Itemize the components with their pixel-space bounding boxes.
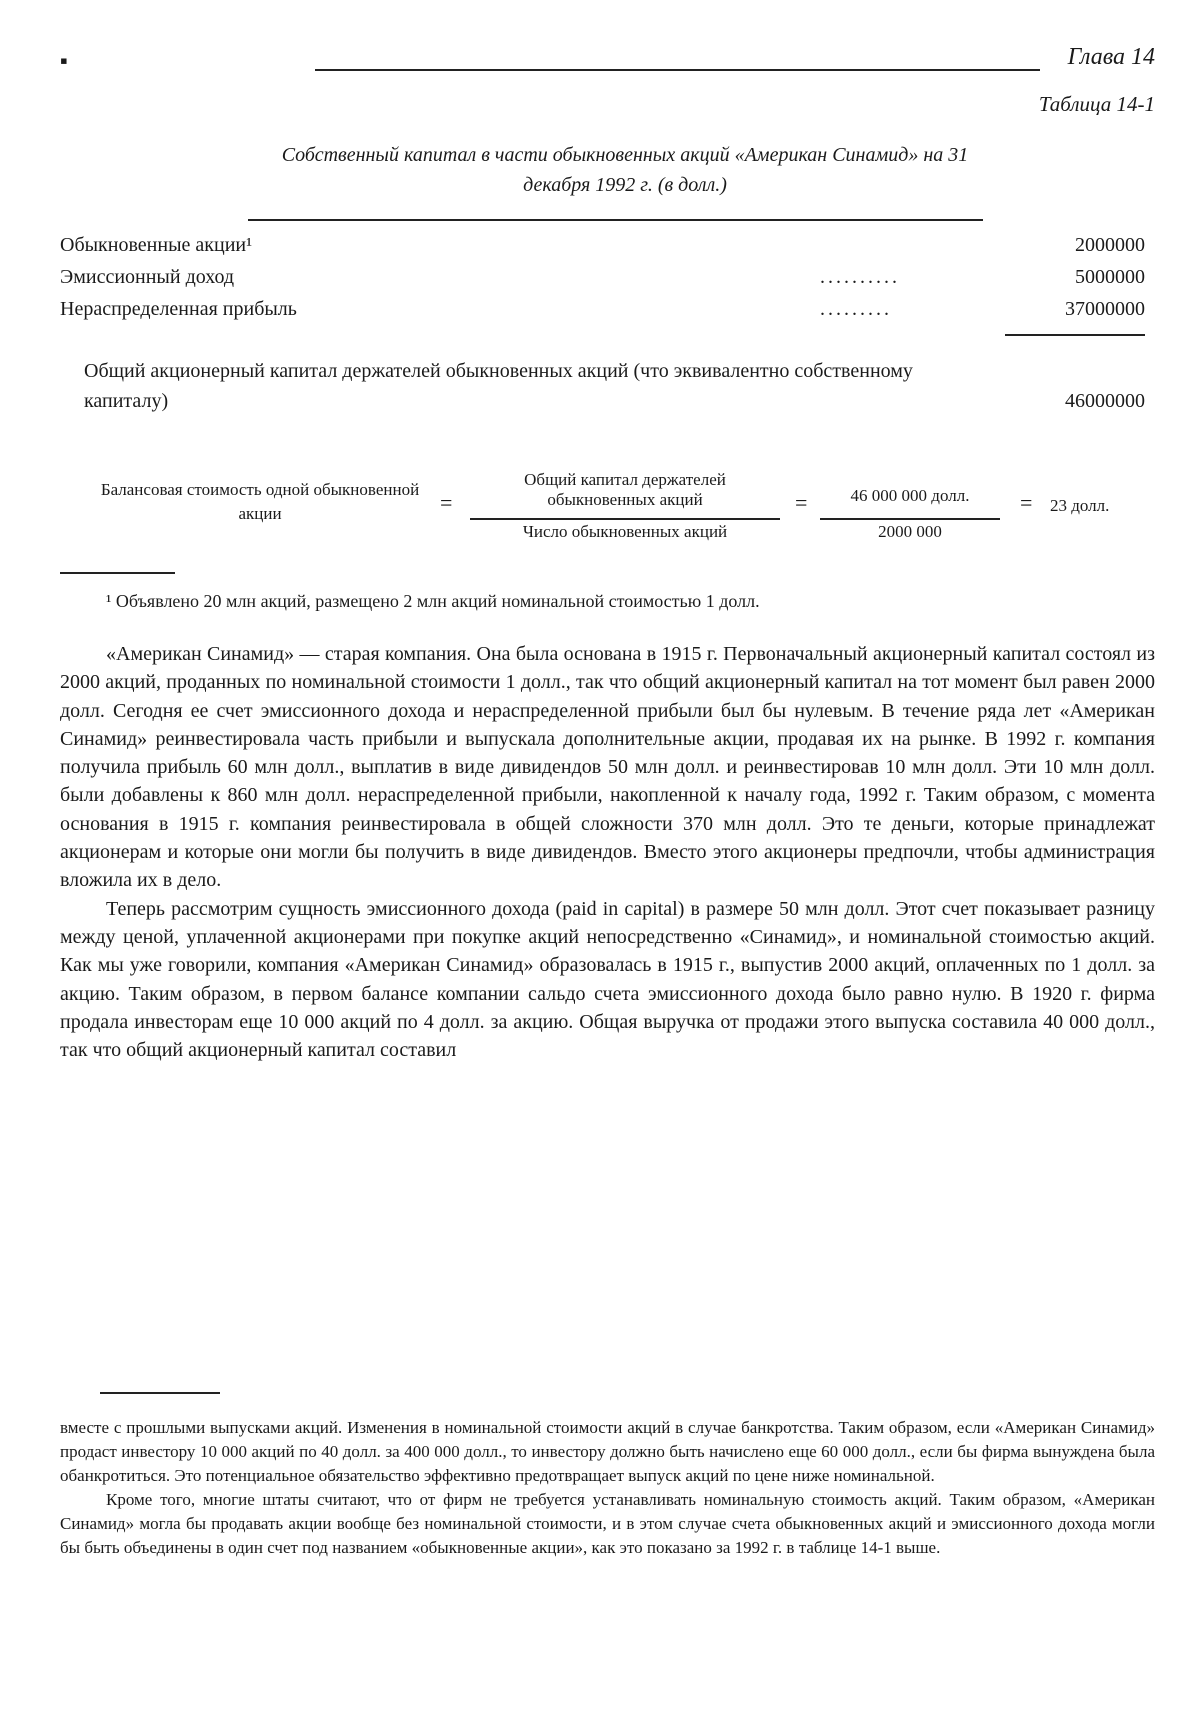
footnote-rule — [100, 1392, 220, 1394]
formula-denominator-value: 2000 000 — [878, 522, 942, 541]
sum-rule — [1005, 334, 1145, 336]
row-value: 5000000 — [1075, 266, 1145, 288]
body-text — [60, 640, 1155, 1064]
table-footnote: ¹ Объявлено 20 млн акций, размещено 2 млн акций номинальной стоимостью 1 долл. — [106, 591, 760, 611]
footnote-paragraph: Кроме того, многие штаты считают, что от фирм не требуется устанавливать номинальную стоимость акций. Таким образом, «Американ Синамид» могла бы продавать акции вообще без номинальной стоимости, и в этом случае счета обыкновенных акций и эмиссионного дохода могли бы быть объединены в один счет под названием «обыкновенные акции», как это показано за 1992 г. в таблице 14-1 выше. — [60, 1490, 1155, 1557]
fraction-bar — [470, 518, 780, 520]
footnote-rule — [60, 572, 175, 574]
total-value: 46000000 — [1065, 390, 1145, 412]
table-title-rule — [248, 219, 983, 221]
book-value-formula — [60, 470, 1155, 550]
running-header: Глава 14 — [1067, 44, 1155, 70]
document-page — [60, 40, 1155, 1700]
leader-dots: ......... — [820, 298, 892, 320]
row-value: 2000000 — [1075, 234, 1145, 256]
paragraph: Теперь рассмотрим сущность эмиссионного дохода (paid in capital) в размере 50 млн долл. Этот счет показывает разницу между ценой, уплаченной акционерами при покупке акций непосредственно «Синамид», и номинальной стоимостью акций. Как мы уже говорили, компания «Американ Синамид» образовалась в 1915 г., выпустив 2000 акций, оплаченных по 1 долл. за акцию. Таким образом, в первом балансе компании сальдо счета эмиссионного дохода было равно нулю. В 1920 г. фирма продала инвесторам еще 10 000 акций по 4 долл. за акцию. Общая выручка от продажи этого выпуска составила 40 000 долл., так что общий акционерный капитал составил — [60, 897, 1155, 1062]
total-label: Общий акционерный капитал держателей обыкновенных акций (что эквивалентно собственному капиталу) — [84, 360, 913, 412]
row-label: Эмиссионный доход — [60, 266, 235, 288]
table-label: Таблица 14-1 — [1038, 92, 1155, 116]
formula-numerator-value: 46 000 000 долл. — [850, 486, 970, 505]
header-rule — [315, 69, 1040, 71]
row-label: Нераспределенная прибыль — [60, 298, 297, 320]
equals-sign: = — [440, 490, 453, 515]
formula-numerator: Общий капитал держателей обыкновенных акций — [524, 470, 726, 509]
equals-sign: = — [1020, 490, 1033, 515]
row-label: Обыкновенные акции¹ — [60, 234, 253, 256]
fraction-bar — [820, 518, 1000, 520]
formula-denominator: Число обыкновенных акций — [522, 522, 728, 541]
table-title: Собственный капитал в части обыкновенных акций «Американ Синамид» на 31 декабря 1992 г. (в долл.) — [281, 144, 969, 196]
page-footnotes — [60, 1416, 1155, 1560]
formula-left: Балансовая стоимость одной обыкновенной акции — [100, 480, 420, 523]
paragraph: «Американ Синамид» — старая компания. Она была основана в 1915 г. Первоначальный акционерный капитал состоял из 2000 акций, проданных по номинальной стоимости 1 долл., так что общий акционерный капитал на тот момент был равен 2000 долл. Сегодня ее счет эмиссионного дохода и нераспределенной прибыли был бы нулевым. В течение ряда лет «Американ Синамид» реинвестировала часть прибыли и выпускала дополнительные акции, продавая их на рынке. В 1992 г. компания получила прибыль 60 млн долл., выплатив в виде дивидендов 50 млн долл. и реинвестировав 10 млн долл. Эти 10 млн долл. были добавлены к 860 млн долл. нераспределенной прибыли, накопленной к началу года, 1992 г. Таким образом, с момента основания в 1915 г. компания реинвестировала в общей сложности 370 млн долл. Это те деньги, которые принадлежат акционерам и которые они могли бы получить в виде дивидендов. Вместо этого акционеры предпочли, чтобы администрация вложила их в дело. — [60, 643, 1155, 892]
page-corner-marker: ▪ — [60, 48, 68, 73]
leader-dots: .......... — [820, 266, 900, 288]
formula-result: 23 долл. — [1050, 496, 1110, 515]
equals-sign: = — [795, 490, 808, 515]
row-value: 37000000 — [1065, 298, 1145, 320]
footnote-paragraph: вместе с прошлыми выпусками акций. Изменения в номинальной стоимости акций в случае банкротства. Таким образом, если «Американ Синамид» продаст инвестору 10 000 акций по 40 долл. за 400 000 долл., то инвестору должно быть начислено еще 60 000 долл., если бы фирма вынуждена была обанкротиться. Это потенциальное обязательство эффективно предотвращает выпуск акций по цене ниже номинальной. — [60, 1418, 1155, 1485]
